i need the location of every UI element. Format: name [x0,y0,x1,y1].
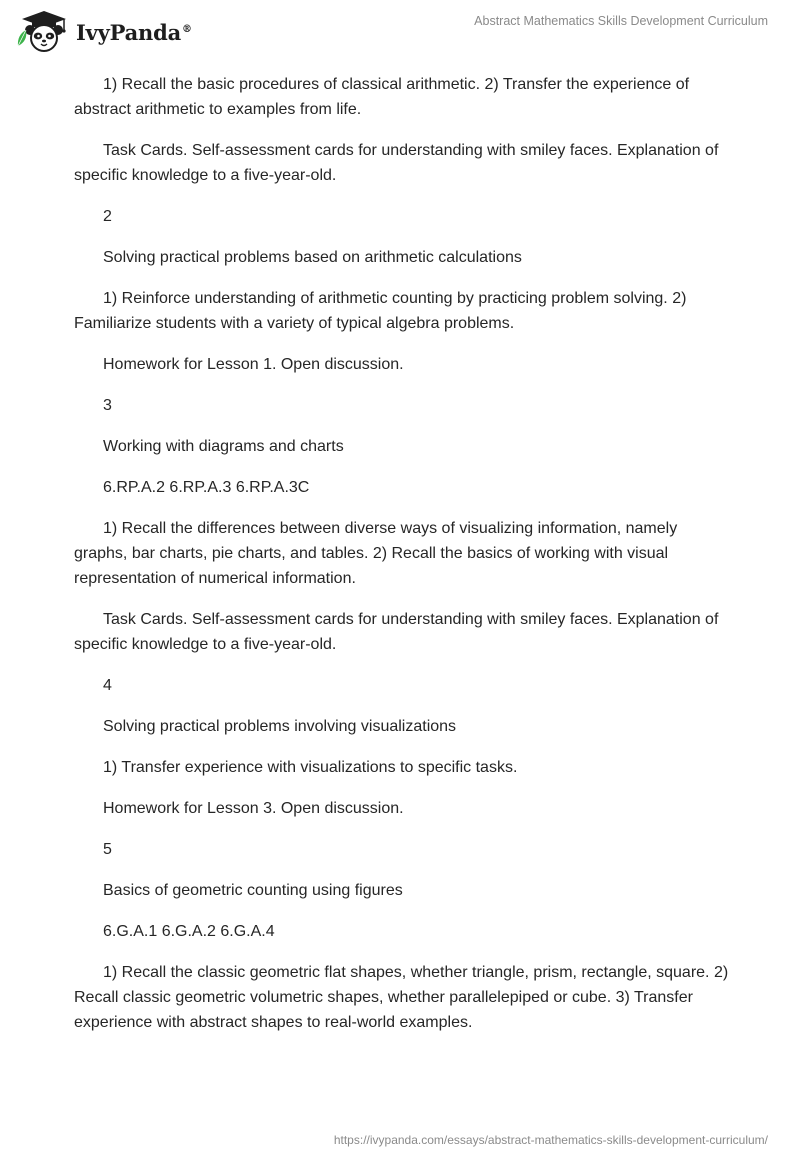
lesson-number: 2 [103,208,112,225]
lesson-number: 4 [103,677,112,694]
paragraph: 1) Recall the classic geometric flat shapes, whether triangle, prism, rectangle, square. 2) Recall classic geometric volumetric shapes, whether parallelepiped or cube. 3) Transfer experience with abstract shapes to real-world examples. [74,964,729,1031]
lesson-title: Working with diagrams and charts [103,438,344,455]
lesson-title: Solving practical problems involving visualizations [103,718,457,735]
lesson-number: 3 [103,397,112,414]
lesson-title: Basics of geometric counting using figures [103,882,403,899]
panda-graduate-icon [14,8,74,54]
brand-name: IvyPanda® [76,19,192,45]
document-title: Abstract Mathematics Skills Development Curriculum [474,14,768,28]
lesson-title: Solving practical problems based on arithmetic calculations [103,249,522,266]
paragraph: Task Cards. Self-assessment cards for understanding with smiley faces. Explanation of specific knowledge to a five-year-old. [74,611,719,653]
page-header [0,0,800,60]
paragraph: Homework for Lesson 1. Open discussion. [103,356,404,373]
registered-mark: ® [182,23,192,35]
source-url-link[interactable]: https://ivypanda.com/essays/abstract-mathematics-skills-development-curriculum/ [333,1133,768,1147]
paragraph: 1) Reinforce understanding of arithmetic counting by practicing problem solving. 2) Familiarize students with a variety of typical algebra problems. [74,290,687,332]
standards-codes: 6.G.A.1 6.G.A.2 6.G.A.4 [103,923,275,940]
paragraph: 1) Recall the differences between diverse ways of visualizing information, namely graphs, bar charts, pie charts, and tables. 2) Recall the basics of working with visual representation of numerical information. [74,520,678,587]
lesson-number: 5 [103,841,112,858]
paragraph: 1) Recall the basic procedures of classical arithmetic. 2) Transfer the experience of abstract arithmetic to examples from life. [74,76,690,118]
paragraph: Task Cards. Self-assessment cards for understanding with smiley faces. Explanation of specific knowledge to a five-year-old. [74,142,719,184]
paragraph: 1) Transfer experience with visualizations to specific tasks. [103,759,518,776]
document-body [74,72,734,1051]
paragraph: Homework for Lesson 3. Open discussion. [103,800,404,817]
ivypanda-logo[interactable] [14,8,192,54]
standards-codes: 6.RP.A.2 6.RP.A.3 6.RP.A.3C [103,479,310,496]
